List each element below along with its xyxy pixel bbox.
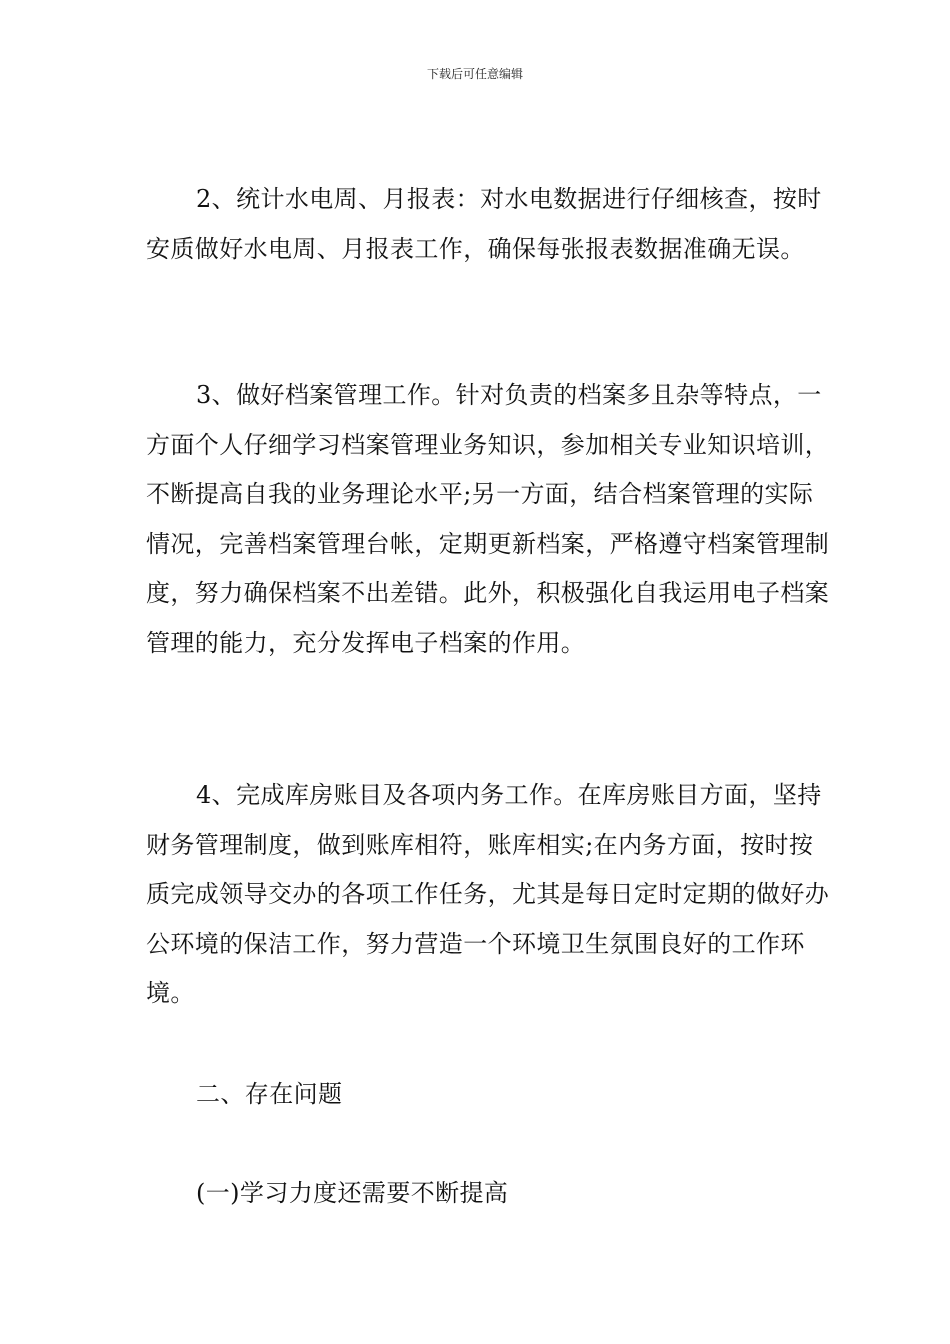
page-header: 下载后可任意编辑 — [426, 67, 523, 81]
section-heading-problems: 二、存在问题 — [196, 1080, 343, 1108]
subsection-heading-study: (一)学习力度还需要不断提高 — [196, 1179, 509, 1207]
paragraph-water-electric-reports: 2、统计水电周、月报表：对水电数据进行仔细核查，按时安质做好水电周、月报表工作，确保每张报表数据准确无误。 — [146, 185, 822, 263]
paragraph-archive-management: 3、做好档案管理工作。针对负责的档案多且杂等特点，一方面个人仔细学习档案管理业务知识，参加相关专业知识培训，不断提高自我的业务理论水平;另一方面，结合档案管理的实际情况，完善档案管理台帐，定期更新档案，严格遵守档案管理制度，努力确保档案不出差错。此外，积极强化自我运用电子档案管理的能力，充分发挥电子档案的作用。 — [146, 381, 830, 657]
paragraph-warehouse-accounts: 4、完成库房账目及各项内务工作。在库房账目方面，坚持财务管理制度，做到账库相符，账库相实;在内务方面，按时按质完成领导交办的各项工作任务，尤其是每日定时定期的做好办公环境的保洁工作，努力营造一个环境卫生氛围良好的工作环境。 — [146, 781, 830, 1007]
